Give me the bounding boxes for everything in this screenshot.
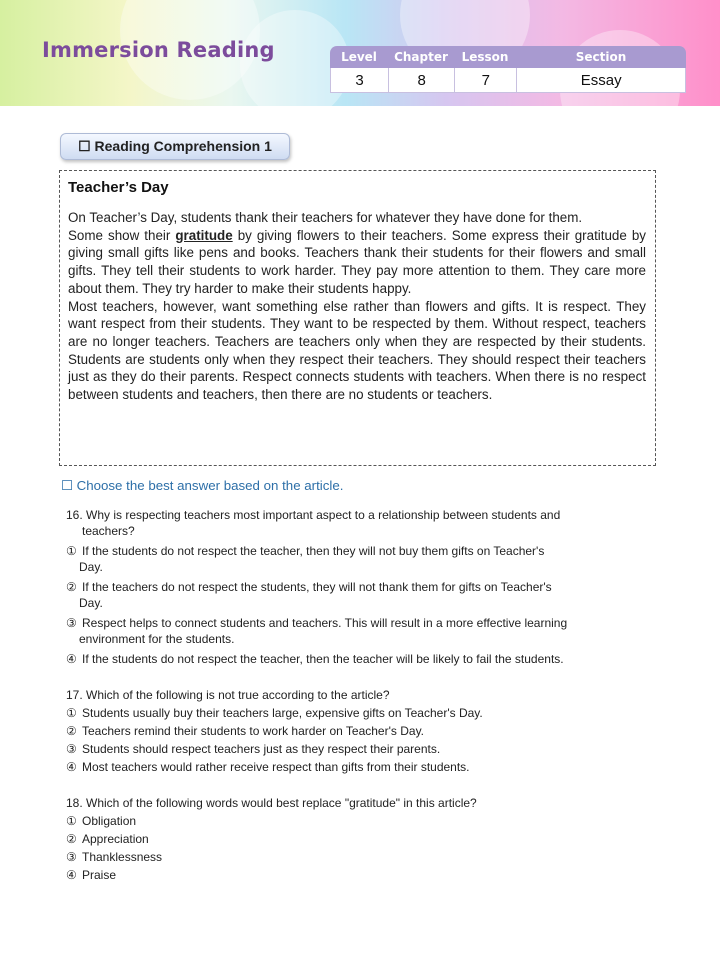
question-18 [66,795,656,883]
option-number: ① [66,814,77,828]
question-17-option-1[interactable] [66,705,656,721]
option-text: If the students do not respect the teacher, then they will not buy them gifts on Teacher's [82,544,545,558]
question-16-line-2: teachers? [82,524,135,538]
option-text-continued: Day. [79,596,103,610]
option-text: Most teachers would rather receive respect than gifts from their students. [82,760,470,774]
highlighted-word: gratitude [175,227,233,243]
option-text: Students should respect teachers just as they respect their parents. [82,742,441,756]
lesson-value: 7 [455,68,517,92]
lesson-info-table [330,46,686,93]
article-paragraph-3: Most teachers, however, want something else rather than flowers and gifts. It is respect. They want respect from their students. They want to be respected by them. Without respect, teachers are no longer teachers. Teachers are teachers only when they are respected by their students. Students are students only when they respect their teachers. They should respect their teachers just as they do their parents. Respect connects students with teachers. When there is no respect between students and teachers, then there are no students or teachers. [68,298,646,403]
question-17-option-2[interactable] [66,723,656,739]
article-paragraph-2 [68,227,646,298]
question-18-option-1[interactable] [66,813,656,829]
lesson-heading: Lesson [461,50,509,64]
question-18-option-2[interactable] [66,831,656,847]
question-17-option-3[interactable] [66,741,656,757]
option-text: Students usually buy their teachers large, expensive gifts on Teacher's Day. [82,706,483,720]
section-value: Essay [580,72,622,89]
question-17-text: 17. Which of the following is not true according to the article? [66,688,390,702]
question-17-option-4[interactable] [66,759,656,775]
option-text: Teachers remind their students to work harder on Teacher's Day. [82,724,425,738]
option-text: Praise [82,868,117,882]
question-18-text: 18. Which of the following words would best replace "gratitude" in this article? [66,796,477,810]
option-text: If the students do not respect the teacher, then the teacher will be likely to fail the students. [82,652,564,666]
option-number: ③ [66,616,77,630]
option-text-continued: Day. [79,560,103,574]
option-text: Thanklessness [82,850,163,864]
option-number: ① [66,706,77,720]
option-text: Respect helps to connect students and teachers. This will result in a more effective learning [82,616,568,630]
level-heading: Level [341,50,377,64]
lesson-info-header [330,46,686,68]
option-number: ④ [66,652,77,666]
instruction-text: ☐ Choose the best answer based on the article. [61,478,344,493]
question-list [66,507,656,883]
question-16-option-1[interactable] [66,543,656,575]
option-number: ④ [66,760,77,774]
option-number: ② [66,832,77,846]
option-text-continued: environment for the students. [79,632,235,646]
question-18-option-3[interactable] [66,849,656,865]
question-16-option-2[interactable] [66,579,656,611]
option-number: ③ [66,742,77,756]
option-text: If the teachers do not respect the students, they will not thank them for gifts on Teacher's [82,580,552,594]
question-16-option-4[interactable] [66,651,656,667]
question-17 [66,687,656,775]
option-number: ② [66,580,77,594]
option-number: ① [66,544,77,558]
option-number: ④ [66,868,77,882]
app-logo: Immersion Reading [42,38,275,62]
paragraph-2-start: Some show their [68,227,176,243]
header-banner [0,0,720,106]
option-number: ③ [66,850,77,864]
question-16-option-3[interactable] [66,615,656,647]
article-paragraph-1: On Teacher’s Day, students thank their teachers for whatever they have done for them. [68,210,583,225]
question-16-line-1: 16. Why is respecting teachers most important aspect to a relationship between students and [66,508,561,522]
paragraph-2-rest: by giving flowers to their teachers. Some express their gratitude by giving small gifts like pens and books. Teachers thank their students for their flowers and small gifts. They tell their students to work harder. They pay more attention to them. They care more about them. They try harder to make their students happy. [68,227,646,296]
question-16-text [66,507,656,539]
section-label: ☐ Reading Comprehension 1 [60,133,290,160]
option-text: Obligation [82,814,137,828]
question-18-option-4[interactable] [66,867,656,883]
chapter-heading: Chapter [394,50,448,64]
section-heading: Section [575,50,627,64]
question-16 [66,507,656,667]
lesson-info-values [330,68,686,93]
level-value: 3 [331,68,389,92]
option-text: Appreciation [82,832,149,846]
article-title: Teacher’s Day [68,179,169,196]
option-number: ② [66,724,77,738]
chapter-value: 8 [389,68,455,92]
article-box [59,170,656,466]
